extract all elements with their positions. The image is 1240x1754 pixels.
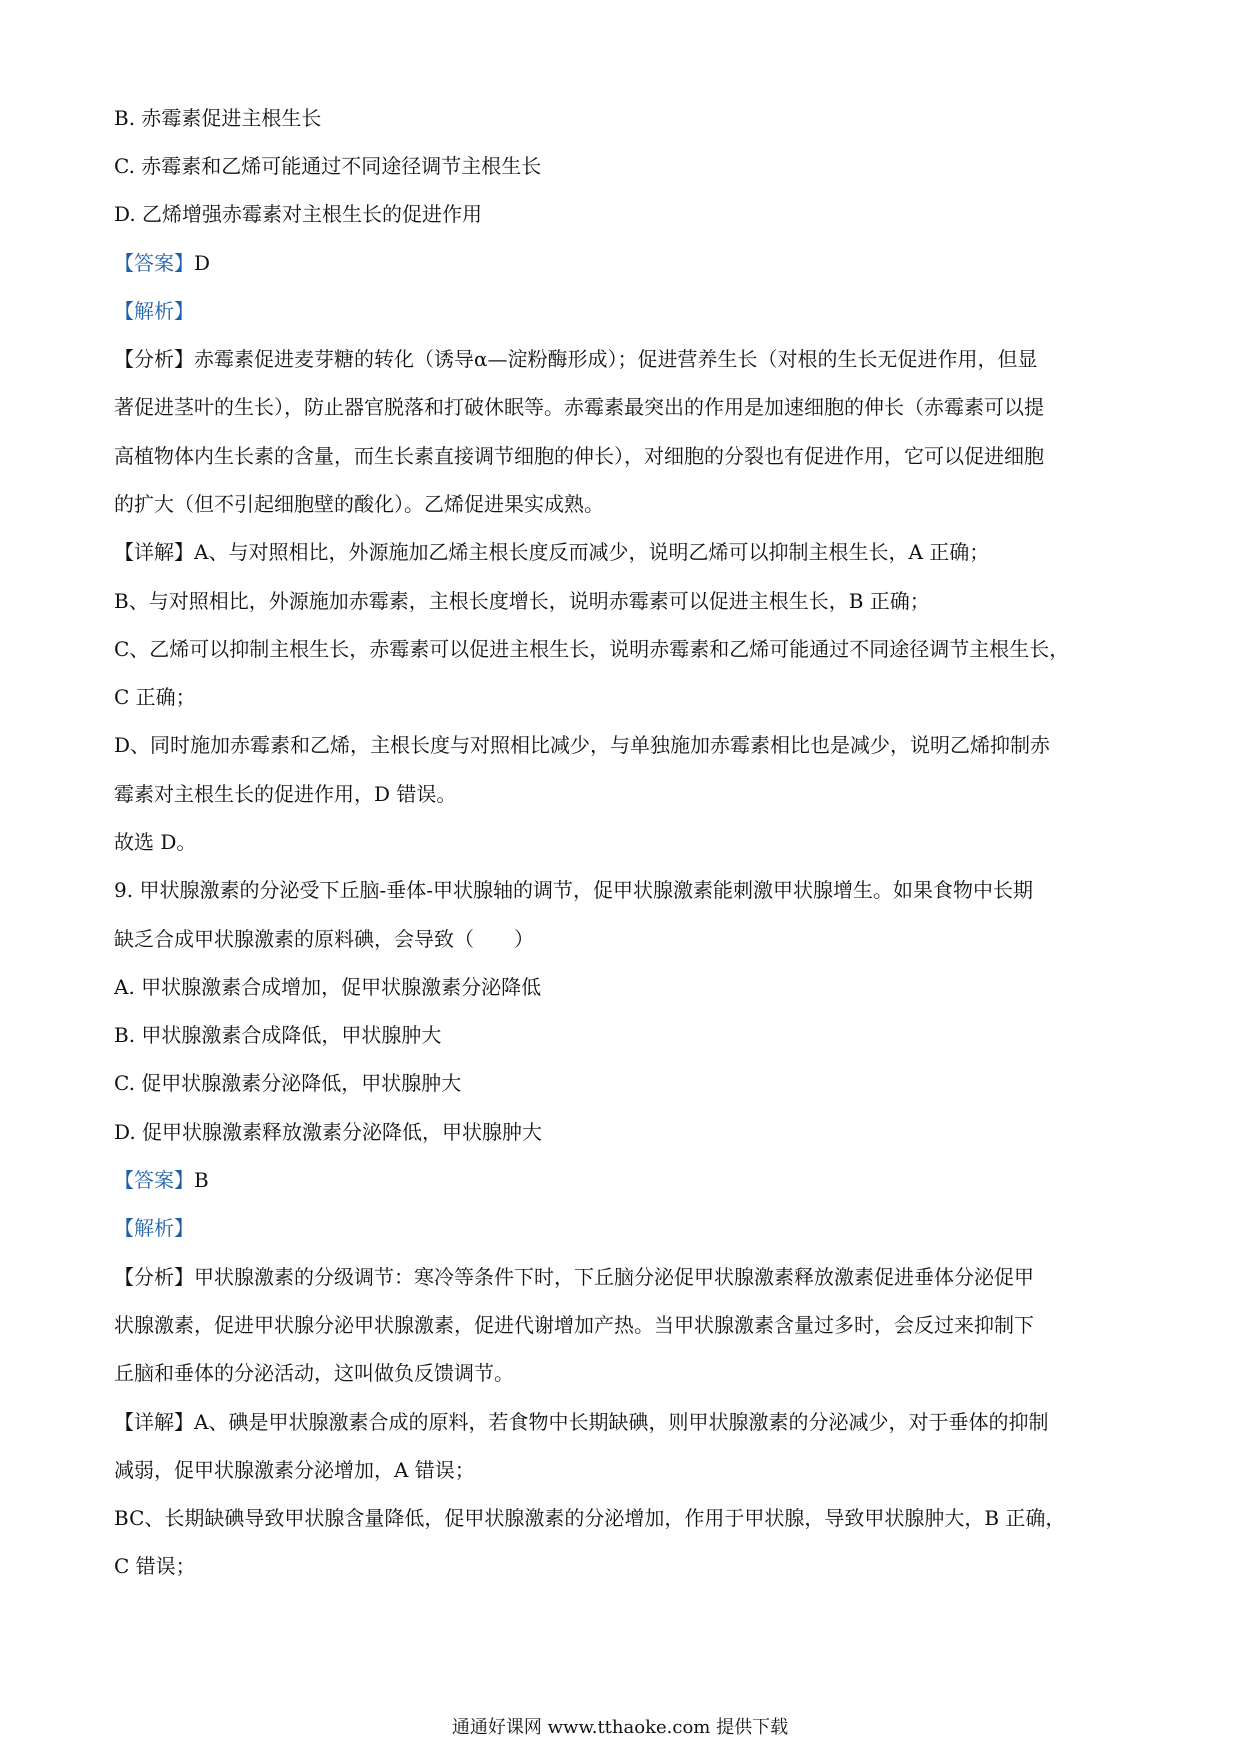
- detail-line: C 正确；: [114, 685, 196, 709]
- option-d-q8: D. 乙烯增强赤霉素对主根生长的促进作用: [114, 202, 483, 226]
- detail-line: B、与对照相比，外源施加赤霉素，主根长度增长，说明赤霉素可以促进主根生长，B 正确；: [114, 589, 930, 613]
- option-b-q8: B. 赤霉素促进主根生长: [114, 106, 322, 130]
- question-9-stem: 缺乏合成甲状腺激素的原料碘，会导致（ ）: [114, 927, 534, 951]
- analysis-line: 著促进茎叶的生长），防止器官脱落和打破休眠等。赤霉素最突出的作用是加速细胞的伸长（赤霉素可以提: [114, 395, 1044, 419]
- detail-line: C 错误；: [114, 1554, 196, 1578]
- detail-line: 霉素对主根生长的促进作用，D 错误。: [114, 782, 457, 806]
- option-b-q9: B. 甲状腺激素合成降低，甲状腺肿大: [114, 1023, 442, 1047]
- detail-line: D、同时施加赤霉素和乙烯，主根长度与对照相比减少，与单独施加赤霉素相比也是减少，说明乙烯抑制赤: [114, 733, 1051, 757]
- detail-line: 【详解】A、与对照相比，外源施加乙烯主根长度反而减少，说明乙烯可以抑制主根生长，A 正确；: [114, 540, 990, 564]
- detail-line: C、乙烯可以抑制主根生长，赤霉素可以促进主根生长，说明赤霉素和乙烯可能通过不同途径调节主根生长，: [114, 637, 1070, 661]
- explanation-heading-q8: 【解析】: [114, 299, 194, 323]
- detail-line: 【详解】A、碘是甲状腺激素合成的原料，若食物中长期缺碘，则甲状腺激素的分泌减少，对于垂体的抑制: [114, 1410, 1049, 1434]
- option-c-q8: C. 赤霉素和乙烯可能通过不同途径调节主根生长: [114, 154, 542, 178]
- analysis-line: 丘脑和垂体的分泌活动，这叫做负反馈调节。: [114, 1361, 514, 1385]
- answer-q8: 【答案】D: [114, 251, 211, 275]
- analysis-line: 的扩大（但不引起细胞壁的酸化）。乙烯促进果实成熟。: [114, 492, 604, 516]
- page-footer: 通通好课网 www.tthaoke.com 提供下载: [451, 1717, 789, 1738]
- analysis-line: 【分析】赤霉素促进麦芽糖的转化（诱导α—淀粉酶形成）；促进营养生长（对根的生长无促进作用，但显: [114, 347, 1038, 371]
- option-a-q9: A. 甲状腺激素合成增加，促甲状腺激素分泌降低: [114, 975, 542, 999]
- detail-line: 减弱，促甲状腺激素分泌增加，A 错误；: [114, 1458, 475, 1482]
- answer-q9: 【答案】B: [114, 1168, 209, 1192]
- analysis-line: 高植物体内生长素的含量，而生长素直接调节细胞的伸长），对细胞的分裂也有促进作用，它可以促进细胞: [114, 444, 1044, 468]
- explanation-heading-q9: 【解析】: [114, 1216, 194, 1240]
- analysis-line: 状腺激素，促进甲状腺分泌甲状腺激素，促进代谢增加产热。当甲状腺激素含量过多时，会反过来抑制下: [114, 1313, 1034, 1337]
- conclusion-q8: 故选 D。: [114, 830, 197, 854]
- question-9-stem: 9. 甲状腺激素的分泌受下丘脑-垂体-甲状腺轴的调节，促甲状腺激素能刺激甲状腺增生。如果食物中长期: [114, 878, 1033, 902]
- option-c-q9: C. 促甲状腺激素分泌降低，甲状腺肿大: [114, 1071, 462, 1095]
- analysis-line: 【分析】甲状腺激素的分级调节：寒冷等条件下时，下丘脑分泌促甲状腺激素释放激素促进垂体分泌促甲: [114, 1265, 1034, 1289]
- option-d-q9: D. 促甲状腺激素释放激素分泌降低，甲状腺肿大: [114, 1120, 543, 1144]
- detail-line: BC、长期缺碘导致甲状腺含量降低，促甲状腺激素的分泌增加，作用于甲状腺，导致甲状腺肿大，B 正确，: [114, 1506, 1066, 1530]
